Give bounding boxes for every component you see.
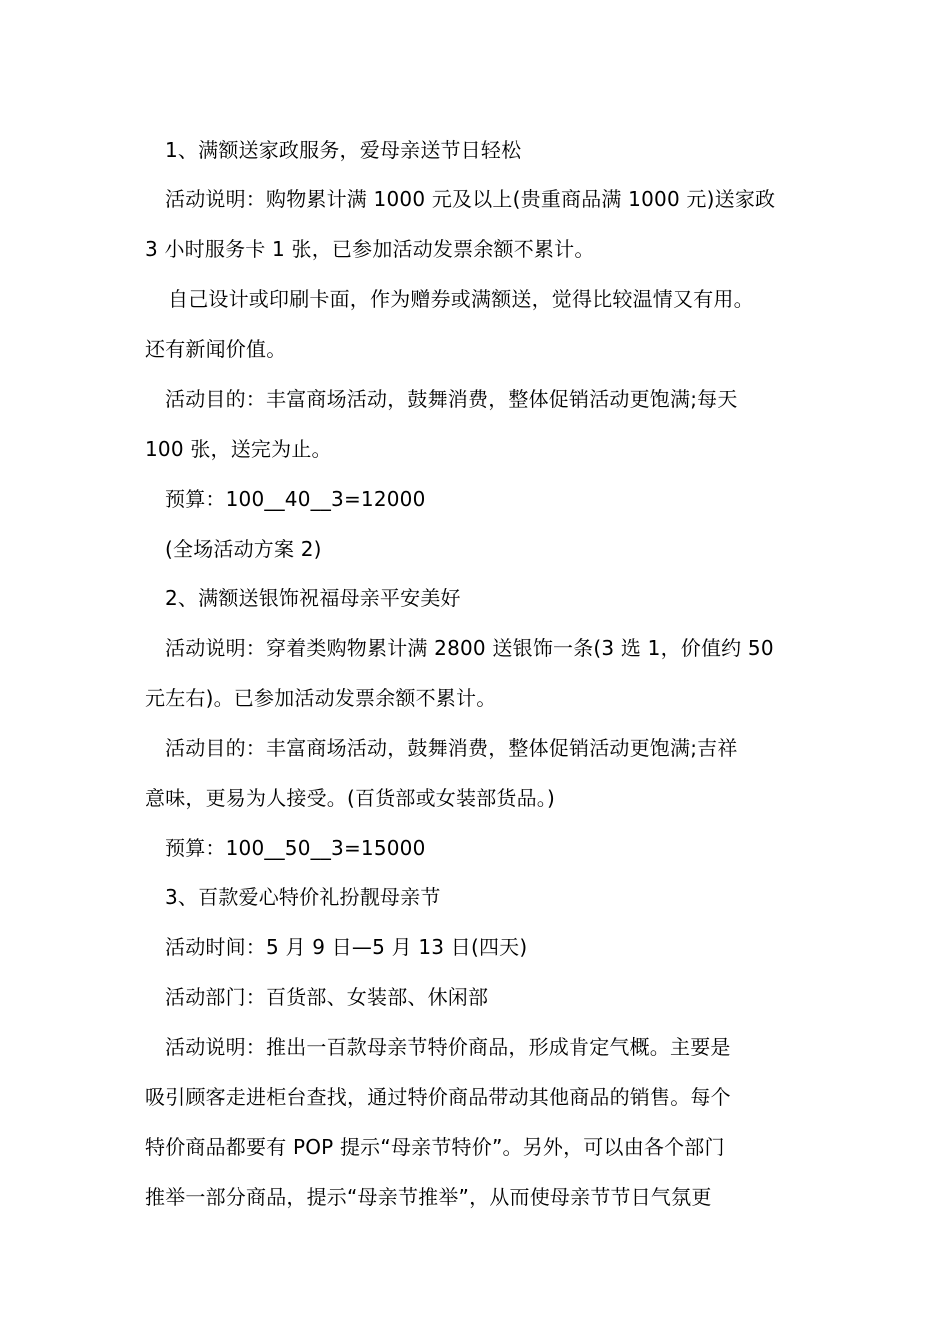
paragraph-line: 吸引顾客走进柜台查找，通过特价商品带动其他商品的销售。每个 bbox=[145, 1085, 731, 1109]
paragraph-line: 活动目的：丰富商场活动，鼓舞消费，整体促销活动更饱满;吉祥 bbox=[165, 736, 738, 760]
section-3-heading: 3、百款爱心特价礼扮靓母亲节 bbox=[165, 885, 441, 909]
paragraph-line: 特价商品都要有 POP 提示“母亲节特价”。另外，可以由各个部门 bbox=[145, 1135, 725, 1159]
paragraph-line: 推举一部分商品，提示“母亲节推举”，从而使母亲节节日气氛更 bbox=[145, 1185, 712, 1209]
paragraph-line: 意味，更易为人接受。(百货部或女装部货品。) bbox=[145, 786, 556, 810]
paragraph-line: 3 小时服务卡 1 张，已参加活动发票余额不累计。 bbox=[145, 237, 595, 261]
paragraph-line: 100 张，送完为止。 bbox=[145, 437, 332, 461]
paragraph-line: 活动说明：穿着类购物累计满 2800 送银饰一条(3 选 1，价值约 50 bbox=[165, 636, 774, 660]
paragraph-line: 自己设计或印刷卡面，作为赠券或满额送，觉得比较温情又有用。 bbox=[168, 287, 754, 311]
paragraph-line: 活动部门：百货部、女装部、休闲部 bbox=[165, 985, 489, 1009]
budget-line: 预算：100__40__3=12000 bbox=[165, 487, 426, 511]
paragraph-line: 活动说明：推出一百款母亲节特价商品，形成肯定气概。主要是 bbox=[165, 1035, 731, 1059]
paragraph-line: 还有新闻价值。 bbox=[145, 337, 287, 361]
paragraph-line: 活动目的：丰富商场活动，鼓舞消费，整体促销活动更饱满;每天 bbox=[165, 387, 738, 411]
section-2-heading: 2、满额送银饰祝福母亲平安美好 bbox=[165, 586, 461, 610]
paragraph-line: 活动说明：购物累计满 1000 元及以上(贵重商品满 1000 元)送家政 bbox=[165, 187, 776, 211]
budget-line: 预算：100__50__3=15000 bbox=[165, 836, 426, 860]
paragraph-line: 活动时间：5 月 9 日—5 月 13 日(四天) bbox=[165, 935, 528, 959]
paragraph-line: 元左右)。已参加活动发票余额不累计。 bbox=[145, 686, 497, 710]
paragraph-line: (全场活动方案 2) bbox=[165, 537, 322, 561]
section-1-heading: 1、满额送家政服务，爱母亲送节日轻松 bbox=[165, 138, 522, 162]
